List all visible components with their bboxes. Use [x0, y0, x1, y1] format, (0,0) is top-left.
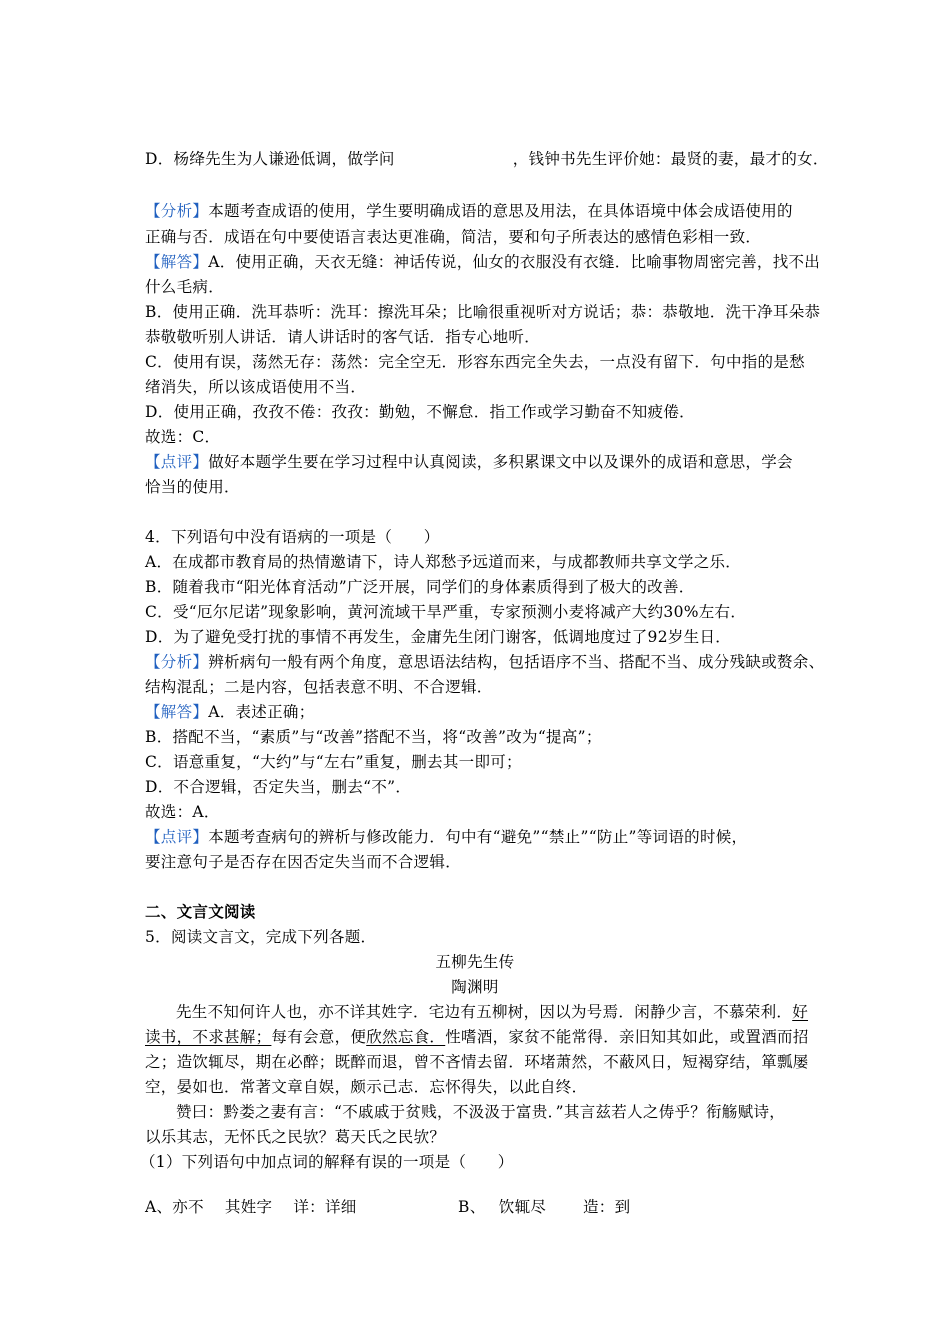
q3-option-d [145, 147, 829, 171]
underlined-phrase: 读书，不求甚解； [145, 1028, 272, 1046]
passage-p1-line1 [176, 1000, 808, 1024]
q4-comment-line1 [145, 825, 747, 849]
q3-analysis-line1 [145, 199, 793, 223]
comment-tag: 【点评】 [145, 453, 209, 471]
section-heading: 二、文言文阅读 [145, 903, 256, 921]
q4-answer-line2: B．搭配不当，“素质”与“改善”搭配不当，将“改善”改为“提高”； [145, 728, 602, 746]
q4-comment-text: 本题考查病句的辨析与修改能力．句中有“避免”“禁止”“防止”等词语的时候， [208, 828, 748, 846]
q4-comment-line2: 要注意句子是否存在因否定失当而不合逻辑． [145, 853, 462, 871]
q4-answer-line1 [145, 700, 315, 724]
q4-analysis-line1 [145, 650, 824, 674]
q3-answer-line8: 故选：C． [145, 428, 221, 446]
sub-question-1-option-a: A、亦不 其姓字 详：详细 [145, 1198, 357, 1216]
q3-answer-line3: B．使用正确．洗耳恭听：洗耳：擦洗耳朵；比喻很重视听对方说话；恭：恭敬地．洗干净耳朵恭 [145, 303, 821, 321]
q4-option-b: B．随着我市“阳光体育活动”广泛开展，同学们的身体素质得到了极大的改善． [145, 578, 695, 596]
sub-question-1-option-b: B、 饮辄尽 造：到 [458, 1198, 631, 1216]
q3-answer-line2: 什么毛病． [145, 278, 225, 296]
q3-comment-text: 做好本题学生要在学习过程中认真阅读，多积累课文中以及课外的成语和意思，学会 [208, 453, 793, 471]
underlined-phrase: 欣然忘食． [366, 1028, 446, 1046]
q4-answer-line5: 故选：A． [145, 803, 220, 821]
passage-title: 五柳先生传 [435, 953, 515, 971]
q5-stem: 5．阅读文言文，完成下列各题． [145, 928, 377, 946]
q3-answer-line1 [145, 250, 820, 274]
q3-answer-text: A．使用正确，天衣无缝：神话传说，仙女的衣服没有衣缝．比喻事物周密完善，找不出 [208, 253, 821, 271]
q4-analysis-line2: 结构混乱；二是内容，包括表意不明、不合逻辑． [145, 678, 493, 696]
q3-option-d-text: D．杨绛先生为人谦逊低调，做学问 [145, 150, 395, 168]
q4-answer-line4: D．不合逻辑，否定失当，删去“不”． [145, 778, 412, 796]
q3-analysis-line2: 正确与否．成语在句中要使语言表达更准确，简洁，要和句子所表达的感情色彩相一致． [145, 228, 762, 246]
passage-text: 先生不知何许人也，亦不详其姓字．宅边有五柳树，因以为号焉．闲静少言，不慕荣利． [176, 1003, 793, 1021]
q4-option-d: D．为了避免受打扰的事情不再发生，金庸先生闭门谢客，低调地度过了92岁生日． [145, 628, 732, 646]
answer-tag: 【解答】 [145, 253, 209, 271]
q3-answer-line7: D．使用正确，孜孜不倦：孜孜：勤勉，不懈怠．指工作或学习勤奋不知疲倦． [145, 403, 695, 421]
q4-answer-line3: C．语意重复，“大约”与“左右”重复，删去其一即可； [145, 753, 522, 771]
passage-author: 陶渊明 [451, 978, 499, 996]
passage-text: 每有会意，便 [271, 1028, 367, 1046]
q3-comment-line2: 恰当的使用． [145, 478, 240, 496]
q4-answer-text: A．表述正确； [208, 703, 315, 721]
passage-p1-line4: 空，晏如也．常著文章自娱，颇示己志．忘怀得失，以此自终． [145, 1078, 588, 1096]
passage-text: 性嗜酒，家贫不能常得．亲旧知其如此，或置酒而招 [445, 1028, 809, 1046]
passage-p1-line3: 之；造饮辄尽，期在必醉；既醉而退，曾不吝情去留．环堵萧然，不蔽风日，短褐穿结，箪瓢屡 [145, 1053, 809, 1071]
q3-answer-line5: C．使用有误，荡然无存：荡然：完全空无．形容东西完全失去，一点没有留下．句中指的是愁 [145, 353, 805, 371]
q3-comment-line1 [145, 450, 793, 474]
q3-option-d-text-end: ，钱钟书先生评价她：最贤的妻，最才的女． [512, 150, 829, 168]
comment-tag: 【点评】 [145, 828, 209, 846]
q4-option-c: C．受“厄尔尼诺”现象影响，黄河流域干旱严重，专家预测小麦将减产大约30%左右． [145, 603, 747, 621]
answer-tag: 【解答】 [145, 703, 209, 721]
q4-analysis-text: 辨析病句一般有两个角度，意思语法结构，包括语序不当、搭配不当、成分残缺或赘余、 [208, 653, 825, 671]
q3-analysis-text: 本题考查成语的使用，学生要明确成语的意思及用法，在具体语境中体会成语使用的 [208, 202, 793, 220]
q3-answer-line6: 绪消失，所以该成语使用不当． [145, 378, 367, 396]
passage-p2-line1: 赞曰：黔娄之妻有言：“不戚戚于贫贱，不汲汲于富贵．”其言兹若人之俦乎？衔觞赋诗， [176, 1103, 786, 1121]
analysis-tag: 【分析】 [145, 653, 209, 671]
underlined-phrase: 好 [792, 1003, 809, 1021]
passage-p2-line2: 以乐其志，无怀氏之民欤？葛天氏之民欤？ [145, 1128, 446, 1146]
q3-answer-line4: 恭敬敬听别人讲话．请人讲话时的客气话．指专心地听． [145, 328, 541, 346]
sub-question-1-stem: （1）下列语句中加点词的解释有误的一项是（ ） [140, 1153, 514, 1171]
q4-stem: 4．下列语句中没有语病的一项是（ ） [145, 528, 440, 546]
q4-option-a: A．在成都市教育局的热情邀请下，诗人郑愁予远道而来，与成都教师共享文学之乐． [145, 553, 742, 571]
analysis-tag: 【分析】 [145, 202, 209, 220]
passage-p1-line2 [145, 1025, 809, 1049]
